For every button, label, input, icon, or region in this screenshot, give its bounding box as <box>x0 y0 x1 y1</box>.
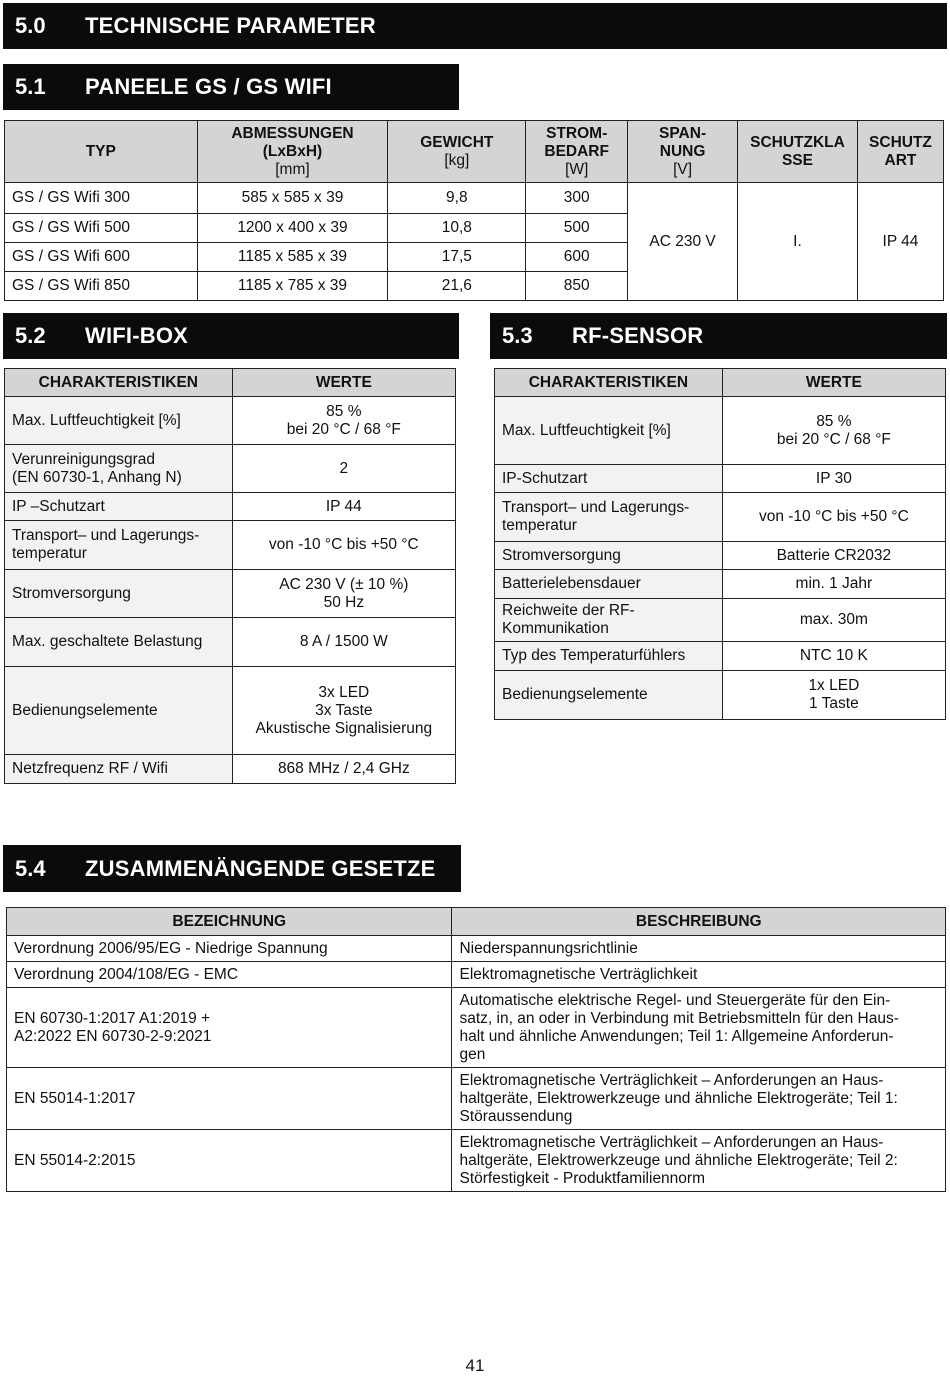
table-row <box>495 570 946 599</box>
table-header-row <box>5 121 944 183</box>
cell-value: 85 % bei 20 °C / 68 °F <box>722 397 945 465</box>
section-number: 5.0 <box>15 13 46 38</box>
section-title: RF-SENSOR <box>572 323 704 348</box>
table-row <box>495 397 946 465</box>
cell-value: 85 % bei 20 °C / 68 °F <box>232 397 455 445</box>
cell-bezeichnung: Verordnung 2004/108/EG - EMC <box>7 962 452 988</box>
cell-typ: GS / GS Wifi 850 <box>5 272 198 301</box>
cell-beschreibung: Elektromagnetische Verträglichkeit – Anforderungen an Haus- haltgeräte, Elektrowerkzeuge und ähnliche Elektrogeräte; Teil 2: Störfestigkeit - Produktfamiliennorm <box>452 1130 946 1192</box>
cell-value: AC 230 V (± 10 %) 50 Hz <box>232 570 455 618</box>
cell-value: IP 30 <box>722 465 945 493</box>
section-number: 5.2 <box>15 323 46 348</box>
cell-label: Batterielebensdauer <box>495 570 723 599</box>
cell-label: Verunreinigungsgrad (EN 60730-1, Anhang N) <box>5 445 233 493</box>
cell-abmessungen: 1185 x 785 x 39 <box>197 272 388 301</box>
cell-strombedarf: 600 <box>526 243 628 272</box>
table-header-row <box>5 369 456 397</box>
cell-label: Bedienungselemente <box>495 671 723 720</box>
page-number: 41 <box>465 1356 485 1375</box>
cell-abmessungen: 585 x 585 x 39 <box>197 183 388 214</box>
col-header-beschreibung: BESCHREIBUNG <box>452 908 946 936</box>
cell-label: Bedienungselemente <box>5 667 233 755</box>
table-row <box>7 936 946 962</box>
section-5-2-header <box>3 313 459 359</box>
col-header-charakteristiken: CHARAKTERISTIKEN <box>495 369 723 397</box>
col-header-abmessungen: ABMESSUNGEN (LxBxH) [mm] <box>197 121 388 183</box>
cell-typ: GS / GS Wifi 600 <box>5 243 198 272</box>
cell-value: von -10 °C bis +50 °C <box>722 493 945 542</box>
cell-gewicht: 17,5 <box>388 243 526 272</box>
panels-table <box>4 120 944 301</box>
cell-typ: GS / GS Wifi 500 <box>5 214 198 243</box>
section-5-3-header <box>490 313 947 359</box>
cell-value: NTC 10 K <box>722 642 945 671</box>
cell-value: 2 <box>232 445 455 493</box>
cell-label: Transport– und Lagerungs- temperatur <box>5 521 233 570</box>
cell-label: Stromversorgung <box>495 542 723 570</box>
cell-bezeichnung: EN 55014-1:2017 <box>7 1068 452 1130</box>
cell-value: min. 1 Jahr <box>722 570 945 599</box>
cell-strombedarf: 300 <box>526 183 628 214</box>
section-title: PANEELE GS / GS WIFI <box>85 74 332 99</box>
cell-beschreibung: Automatische elektrische Regel- und Steuergeräte für den Ein- satz, in, an oder in Verbindung mit Betriebsmitteln für den Haus- halt und ähnliche Anwendungen; Teil 1: Allgemeine Anforderun- gen <box>452 988 946 1068</box>
section-title: TECHNISCHE PARAMETER <box>85 13 376 38</box>
cell-label: IP –Schutzart <box>5 493 233 521</box>
cell-typ: GS / GS Wifi 300 <box>5 183 198 214</box>
table-row <box>495 465 946 493</box>
col-header-gewicht: GEWICHT [kg] <box>388 121 526 183</box>
wifi-box-table <box>4 368 456 784</box>
cell-label: Transport– und Lagerungs- temperatur <box>495 493 723 542</box>
table-row <box>5 397 456 445</box>
table-header-row <box>7 908 946 936</box>
cell-abmessungen: 1200 x 400 x 39 <box>197 214 388 243</box>
cell-beschreibung: Niederspannungsrichtlinie <box>452 936 946 962</box>
section-5-1-header <box>3 64 459 110</box>
table-row <box>5 755 456 784</box>
cell-bezeichnung: EN 55014-2:2015 <box>7 1130 452 1192</box>
cell-schutzart: IP 44 <box>857 183 943 301</box>
cell-label: IP-Schutzart <box>495 465 723 493</box>
table-row <box>495 642 946 671</box>
col-header-schutzklasse: SCHUTZKLA SSE <box>738 121 858 183</box>
cell-bezeichnung: EN 60730-1:2017 A1:2019 + A2:2022 EN 60730-2-9:2021 <box>7 988 452 1068</box>
table-row <box>495 493 946 542</box>
cell-gewicht: 10,8 <box>388 214 526 243</box>
table-row <box>495 542 946 570</box>
cell-beschreibung: Elektromagnetische Verträglichkeit – Anforderungen an Haus- haltgeräte, Elektrowerkzeuge und ähnliche Elektrogeräte; Teil 1: Störaussendung <box>452 1068 946 1130</box>
section-title: WIFI-BOX <box>85 323 189 348</box>
cell-value: 868 MHz / 2,4 GHz <box>232 755 455 784</box>
col-header-werte: WERTE <box>722 369 945 397</box>
table-header-row <box>495 369 946 397</box>
col-header-spannung: SPAN- NUNG [V] <box>628 121 738 183</box>
table-row <box>5 493 456 521</box>
cell-label: Reichweite der RF- Kommunikation <box>495 599 723 642</box>
table-row <box>7 988 946 1068</box>
cell-schutzklasse: I. <box>738 183 858 301</box>
cell-value: von -10 °C bis +50 °C <box>232 521 455 570</box>
laws-table <box>6 907 946 1192</box>
cell-strombedarf: 850 <box>526 272 628 301</box>
cell-strombedarf: 500 <box>526 214 628 243</box>
table-row <box>5 445 456 493</box>
table-row <box>7 1130 946 1192</box>
table-row <box>495 599 946 642</box>
cell-label: Max. geschaltete Belastung <box>5 618 233 667</box>
col-header-bezeichnung: BEZEICHNUNG <box>7 908 452 936</box>
cell-abmessungen: 1185 x 585 x 39 <box>197 243 388 272</box>
section-5-4-header <box>3 845 461 892</box>
section-title: ZUSAMMENÄNGENDE GESETZE <box>85 855 436 881</box>
cell-value: Batterie CR2032 <box>722 542 945 570</box>
cell-label: Typ des Temperaturfühlers <box>495 642 723 671</box>
col-header-schutzart: SCHUTZ ART <box>857 121 943 183</box>
table-row <box>5 183 944 214</box>
table-row <box>7 962 946 988</box>
section-number: 5.4 <box>15 855 46 881</box>
cell-value: 3x LED 3x Taste Akustische Signalisierung <box>232 667 455 755</box>
cell-spannung: AC 230 V <box>628 183 738 301</box>
col-header-typ: TYP <box>5 121 198 183</box>
cell-gewicht: 21,6 <box>388 272 526 301</box>
cell-value: 1x LED 1 Taste <box>722 671 945 720</box>
table-row <box>5 618 456 667</box>
cell-gewicht: 9,8 <box>388 183 526 214</box>
cell-value: 8 A / 1500 W <box>232 618 455 667</box>
cell-label: Netzfrequenz RF / Wifi <box>5 755 233 784</box>
section-number: 5.1 <box>15 74 46 99</box>
table-row <box>5 667 456 755</box>
cell-bezeichnung: Verordnung 2006/95/EG - Niedrige Spannung <box>7 936 452 962</box>
cell-beschreibung: Elektromagnetische Verträglichkeit <box>452 962 946 988</box>
section-number: 5.3 <box>502 323 533 348</box>
section-5-0-header <box>3 3 947 49</box>
rf-sensor-table <box>494 368 946 720</box>
table-row <box>495 671 946 720</box>
cell-label: Max. Luftfeuchtigkeit [%] <box>495 397 723 465</box>
table-row <box>5 570 456 618</box>
table-row <box>5 521 456 570</box>
cell-label: Max. Luftfeuchtigkeit [%] <box>5 397 233 445</box>
col-header-charakteristiken: CHARAKTERISTIKEN <box>5 369 233 397</box>
col-header-strombedarf: STROM- BEDARF [W] <box>526 121 628 183</box>
cell-label: Stromversorgung <box>5 570 233 618</box>
cell-value: max. 30m <box>722 599 945 642</box>
col-header-werte: WERTE <box>232 369 455 397</box>
table-row <box>7 1068 946 1130</box>
cell-value: IP 44 <box>232 493 455 521</box>
